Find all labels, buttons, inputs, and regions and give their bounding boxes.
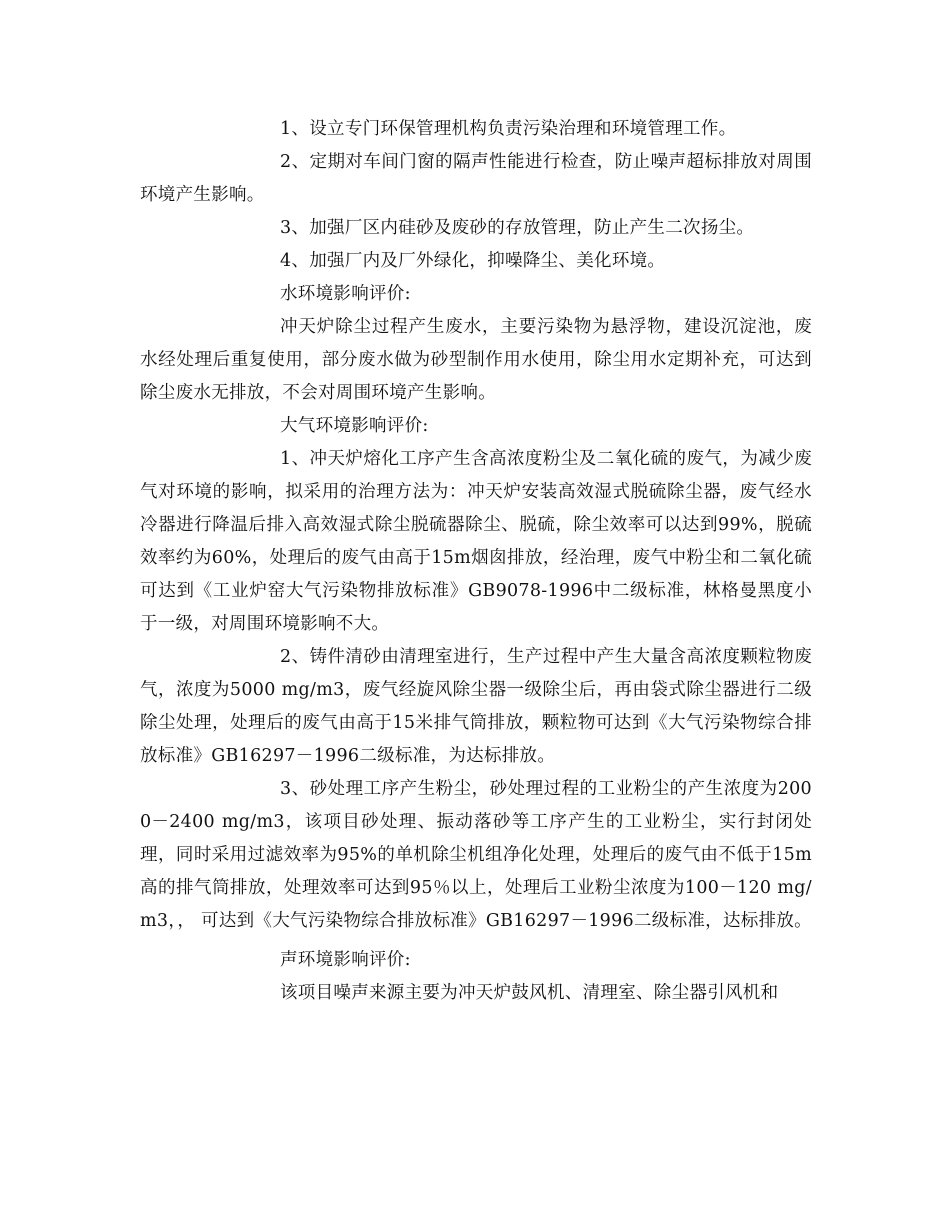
noise-assessment-paragraph: 该项目噪声来源主要为冲天炉鼓风机、清理室、除尘器引风机和 [280,983,779,1003]
measure-item-1: 1、设立专门环保管理机构负责污染治理和环境管理工作。 [280,119,737,139]
section-heading-air: 大气环境影响评价: [280,416,429,436]
air-assessment-item-2: 2、铸件清砂由清理室进行，生产过程中产生大量含高浓度颗粒物废气，浓度为5000 mg/m3，废气经旋风除尘器一级除尘后，再由袋式除尘器进行二级除尘处理，处理后的废气由高于15米排气筒排放，颗粒物可达到《大气污染物综合排放标准》GB16297－1996二级标准，为达标排放。 [140,647,812,766]
measure-item-2: 2、定期对车间门窗的隔声性能进行检查，防止噪声超标排放对周围环境产生影响。 [140,152,812,205]
water-assessment-paragraph: 冲天炉除尘过程产生废水，主要污染物为悬浮物，建设沉淀池，废水经处理后重复使用，部分废水做为砂型制作用水使用，除尘用水定期补充，可达到除尘废水无排放，不会对周围环境产生影响。 [140,317,812,403]
air-assessment-item-3: 3、砂处理工序产生粉尘，砂处理过程的工业粉尘的产生浓度为2000－2400 mg/m3，该项目砂处理、振动落砂等工序产生的工业粉尘，实行封闭处理，同时采用过滤效率为95%的单机除尘机组净化处理，处理后的废气由不低于15m高的排气筒排放，处理效率可达到95％以上，处理后工业粉尘浓度为100－120 mg/m3，， 可达到《大气污染物综合排放标准》GB16297－1996二级标准，达标排放。 [140,779,812,931]
measure-item-3: 3、加强厂区内硅砂及废砂的存放管理，防止产生二次扬尘。 [280,218,755,238]
measure-item-4: 4、加强厂内及厂外绿化，抑噪降尘、美化环境。 [280,251,666,271]
section-heading-water: 水环境影响评价: [280,284,411,304]
air-assessment-item-1: 1、冲天炉熔化工序产生含高浓度粉尘及二氧化硫的废气，为减少废气对环境的影响，拟采用的治理方法为：冲天炉安装高效湿式脱硫除尘器，废气经水冷器进行降温后排入高效湿式除尘脱硫器除尘、脱硫，除尘效率可以达到99%，脱硫效率约为60%，处理后的废气由高于15m烟囱排放，经治理，废气中粉尘和二氧化硫可达到《工业炉窑大气污染物排放标准》GB9078-1996中二级标准，林格曼黑度小于一级，对周围环境影响不大。 [140,449,812,634]
document-body [140,113,812,1010]
section-heading-noise: 声环境影响评价: [280,950,411,970]
